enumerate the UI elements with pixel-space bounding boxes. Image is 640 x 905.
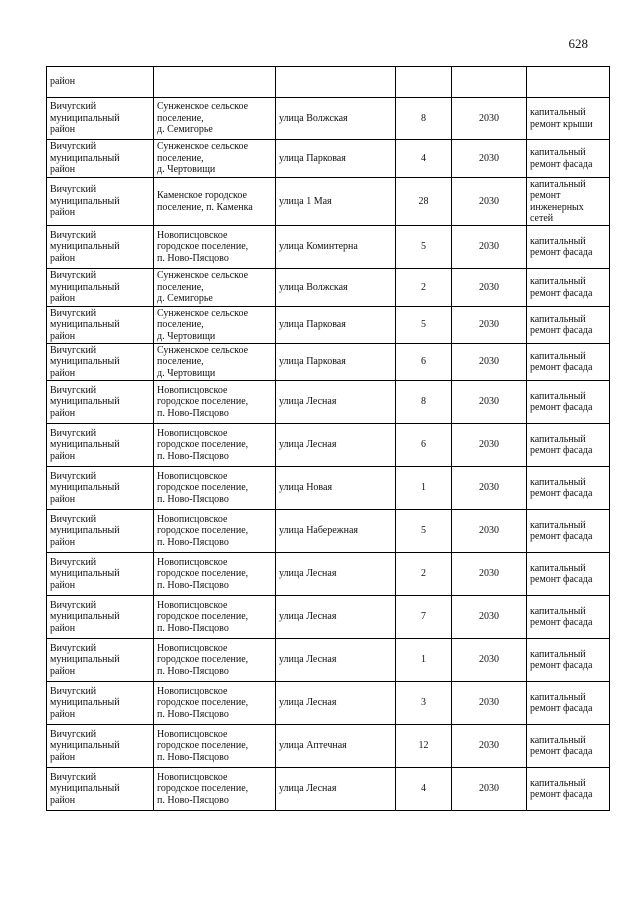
municipal-area-cell-line: Вичугский [50,427,97,439]
work-type-cell-line: ремонт фасада [530,746,593,757]
work-type-cell [527,307,610,344]
work-type-cell-line: капитальный [530,476,586,488]
house-number-cell: 4 [396,768,452,811]
street-cell: улица Лесная [276,424,396,467]
table-row [47,269,610,307]
settlement-cell [154,424,276,467]
settlement-cell-line: Сунженское сельское [157,270,249,282]
year-cell: 2030 [452,381,527,424]
municipal-area-cell [47,344,154,381]
work-type-cell-line: ремонт фасада [530,158,593,170]
table-row [47,467,610,510]
work-type-cell-line: ремонт фасада [530,660,593,671]
settlement-cell-line: Новописцовское [157,642,228,654]
settlement-cell-line: п. Ново-Пясцово [157,579,229,591]
municipal-area-cell-line: муниципальный [50,319,120,331]
house-number-cell: 28 [396,178,452,226]
work-type-cell-line: ремонт крыши [530,118,593,130]
settlement-cell [154,596,276,639]
municipal-area-cell [47,467,154,510]
settlement-cell-line: городское поселение, [157,783,249,795]
year-cell: 2030 [452,307,527,344]
settlement-cell-line: Сунженское сельское [157,101,249,113]
work-type-cell-line: капитальный [530,235,586,247]
work-type-cell-line: ремонт фасада [530,531,593,542]
municipal-area-cell-line: район [50,708,76,720]
municipal-area-cell-line: район [50,293,76,305]
table-row [47,140,610,178]
settlement-cell-line: Сунженское сельское [157,141,249,153]
municipal-area-cell-line: район [50,252,76,264]
municipal-area-cell-line: район [50,207,76,219]
work-type-cell-line: ремонт фасада [530,325,593,336]
settlement-cell-line: городское поселение, [157,697,249,709]
settlement-cell [154,510,276,553]
street-cell: улица Набережная [276,510,396,553]
settlement-cell [154,682,276,725]
table-row [47,768,610,811]
settlement-cell-line: Новописцовское [157,384,228,396]
settlement-cell [154,768,276,811]
settlement-cell-line: поселение, [157,112,204,124]
settlement-cell-line: д. Семигорье [157,124,213,136]
settlement-cell-line: поселение, [157,152,204,164]
year-cell: 2030 [452,639,527,682]
settlement-cell-line: д. Семигорье [157,293,213,305]
table-row [47,307,610,344]
table-row [47,639,610,682]
year-cell: 2030 [452,467,527,510]
municipal-area-cell-line: муниципальный [50,482,120,494]
work-type-cell-line: ремонт фасада [530,488,593,499]
work-type-cell-line: капитальный [530,350,586,362]
settlement-cell [154,269,276,307]
house-number-cell: 2 [396,269,452,307]
settlement-cell-line: городское поселение, [157,740,249,752]
house-number-cell: 5 [396,226,452,269]
municipal-area-cell [47,768,154,811]
municipal-area-cell-line: муниципальный [50,783,120,795]
municipal-area-cell-line: район [50,536,76,548]
house-number-cell: 5 [396,307,452,344]
street-cell: улица Лесная [276,596,396,639]
work-type-cell-line: капитальный [530,147,586,158]
repair-schedule-table [46,66,610,811]
year-cell: 2030 [452,768,527,811]
work-type-cell [527,510,610,553]
work-type-cell-line: капитальный [530,562,586,574]
settlement-cell [154,140,276,178]
municipal-area-cell-line: Вичугский [50,599,97,611]
year-cell: 2030 [452,178,527,226]
settlement-cell [154,307,276,344]
municipal-area-cell [47,269,154,307]
table-row [47,553,610,596]
settlement-cell [154,467,276,510]
settlement-cell [154,178,276,226]
house-number-cell: 4 [396,140,452,178]
table-row [47,344,610,381]
municipal-area-cell-line: Вичугский [50,270,97,282]
settlement-cell-line: городское поселение, [157,482,249,494]
settlement-cell [154,553,276,596]
municipal-area-cell-line: муниципальный [50,568,120,580]
municipal-area-cell [47,178,154,226]
municipal-area-cell [47,98,154,140]
house-number-cell: 12 [396,725,452,768]
settlement-cell-line: поселение, [157,356,204,368]
settlement-cell [154,67,276,98]
municipal-area-cell-line: район [50,665,76,677]
table-row [47,381,610,424]
municipal-area-cell-line: муниципальный [50,356,120,368]
year-cell: 2030 [452,596,527,639]
house-number-cell: 6 [396,424,452,467]
settlement-cell-line: городское поселение, [157,654,249,666]
work-type-cell-line: сетей [530,213,554,224]
work-type-cell-line: ремонт фасада [530,247,593,258]
municipal-area-cell-line: муниципальный [50,281,120,293]
municipal-area-cell [47,639,154,682]
settlement-cell-line: п. Ново-Пясцово [157,450,229,462]
year-cell: 2030 [452,226,527,269]
settlement-cell-line: п. Ново-Пясцово [157,665,229,677]
settlement-cell-line: городское поселение, [157,439,249,451]
work-type-cell [527,553,610,596]
municipal-area-cell-line: муниципальный [50,152,120,164]
municipal-area-cell [47,553,154,596]
work-type-cell [527,226,610,269]
municipal-area-cell-line: муниципальный [50,195,120,207]
work-type-cell [527,344,610,381]
house-number-cell [396,67,452,98]
street-cell: улица Новая [276,467,396,510]
work-type-cell-line: капитальный [530,313,586,325]
settlement-cell-line: городское поселение, [157,241,249,253]
year-cell: 2030 [452,424,527,467]
house-number-cell: 1 [396,639,452,682]
municipal-area-cell-line: муниципальный [50,525,120,537]
municipal-area-cell [47,226,154,269]
work-type-cell-line: ремонт фасада [530,362,593,373]
municipal-area-cell-line: район [50,76,76,88]
street-cell [276,67,396,98]
work-type-cell-line: капитальный [530,605,586,617]
municipal-area-cell-line: район [50,493,76,505]
settlement-cell-line: Сунженское сельское [157,344,249,356]
work-type-cell-line: капитальный [530,107,586,118]
settlement-cell-line: п. Ново-Пясцово [157,536,229,548]
settlement-cell-line: п. Ново-Пясцово [157,751,229,763]
house-number-cell: 1 [396,467,452,510]
street-cell: улица Волжская [276,98,396,140]
settlement-cell-line: Новописцовское [157,685,228,697]
work-type-cell-line: капитальный [530,519,586,531]
work-type-cell [527,725,610,768]
municipal-area-cell [47,424,154,467]
municipal-area-cell [47,510,154,553]
municipal-area-cell-line: Вичугский [50,771,97,783]
table-row [47,67,610,98]
work-type-cell-line: капитальный [530,433,586,445]
municipal-area-cell-line: Вичугский [50,229,97,241]
municipal-area-cell [47,67,154,98]
work-type-cell-line: ремонт фасада [530,617,593,628]
settlement-cell-line: Новописцовское [157,728,228,740]
municipal-area-cell-line: район [50,450,76,462]
work-type-cell [527,381,610,424]
year-cell: 2030 [452,725,527,768]
settlement-cell-line: Новописцовское [157,513,228,525]
street-cell: улица 1 Мая [276,178,396,226]
municipal-area-cell-line: Вичугский [50,344,97,356]
settlement-cell-line: д. Чертовищи [157,330,216,342]
settlement-cell [154,639,276,682]
municipal-area-cell-line: Вичугский [50,141,97,153]
street-cell: улица Коминтерна [276,226,396,269]
street-cell: улица Лесная [276,768,396,811]
municipal-area-cell-line: район [50,330,76,342]
work-type-cell [527,178,610,226]
settlement-cell-line: поселение, [157,319,204,331]
municipal-area-cell-line: муниципальный [50,241,120,253]
settlement-cell-line: Новописцовское [157,427,228,439]
year-cell: 2030 [452,140,527,178]
municipal-area-cell-line: Вичугский [50,307,97,319]
settlement-cell-line: поселение, п. Каменка [157,201,253,213]
street-cell: улица Лесная [276,682,396,725]
house-number-cell: 2 [396,553,452,596]
settlement-cell-line: д. Чертовищи [157,164,216,176]
table-row [47,510,610,553]
municipal-area-cell-line: Вичугский [50,642,97,654]
work-type-cell [527,269,610,307]
municipal-area-cell-line: муниципальный [50,112,120,124]
work-type-cell-line: капитальный [530,648,586,660]
house-number-cell: 3 [396,682,452,725]
page-number: 628 [568,36,588,51]
municipal-area-cell-line: Вичугский [50,101,97,113]
municipal-area-cell-line: район [50,407,76,419]
work-type-cell-line: ремонт фасада [530,574,593,585]
municipal-area-cell-line: Вичугский [50,184,97,196]
settlement-cell [154,344,276,381]
municipal-area-cell-line: район [50,164,76,176]
year-cell: 2030 [452,98,527,140]
work-type-cell [527,67,610,98]
settlement-cell-line: Новописцовское [157,229,228,241]
municipal-area-cell-line: Вичугский [50,513,97,525]
settlement-cell-line: п. Ново-Пясцово [157,252,229,264]
municipal-area-cell [47,682,154,725]
municipal-area-cell [47,381,154,424]
municipal-area-cell-line: муниципальный [50,439,120,451]
street-cell: улица Лесная [276,381,396,424]
table-row [47,226,610,269]
work-type-cell-line: капитальный [530,276,586,287]
work-type-cell [527,424,610,467]
work-type-cell-line: капитальный [530,777,586,789]
municipal-area-cell-line: Вичугский [50,685,97,697]
municipal-area-cell [47,140,154,178]
municipal-area-cell-line: Вичугский [50,470,97,482]
work-type-cell [527,98,610,140]
work-type-cell-line: ремонт фасада [530,445,593,456]
settlement-cell-line: городское поселение, [157,525,249,537]
work-type-cell-line: капитальный [530,734,586,746]
house-number-cell: 5 [396,510,452,553]
settlement-cell [154,226,276,269]
year-cell: 2030 [452,682,527,725]
street-cell: улица Парковая [276,307,396,344]
settlement-cell-line: п. Ново-Пясцово [157,708,229,720]
street-cell: улица Аптечная [276,725,396,768]
table-row [47,725,610,768]
street-cell: улица Парковая [276,344,396,381]
work-type-cell-line: ремонт [530,190,561,201]
work-type-cell [527,140,610,178]
settlement-cell-line: п. Ново-Пясцово [157,622,229,634]
work-type-cell [527,768,610,811]
work-type-cell [527,596,610,639]
municipal-area-cell [47,596,154,639]
table-row [47,682,610,725]
municipal-area-cell-line: Вичугский [50,556,97,568]
municipal-area-cell-line: муниципальный [50,611,120,623]
municipal-area-cell-line: район [50,124,76,136]
municipal-area-cell-line: Вичугский [50,728,97,740]
work-type-cell [527,639,610,682]
street-cell: улица Лесная [276,553,396,596]
settlement-cell-line: городское поселение, [157,396,249,408]
table-row [47,98,610,140]
street-cell: улица Лесная [276,639,396,682]
municipal-area-cell-line: муниципальный [50,740,120,752]
house-number-cell: 6 [396,344,452,381]
settlement-cell-line: Сунженское сельское [157,307,249,319]
work-type-cell [527,682,610,725]
settlement-cell-line: Новописцовское [157,470,228,482]
table-body [47,67,610,811]
table-row [47,424,610,467]
municipal-area-cell-line: Вичугский [50,384,97,396]
work-type-cell-line: инженерных [530,201,584,213]
work-type-cell-line: капитальный [530,691,586,703]
settlement-cell-line: Новописцовское [157,599,228,611]
municipal-area-cell-line: муниципальный [50,654,120,666]
work-type-cell-line: ремонт фасада [530,789,593,800]
work-type-cell-line: ремонт фасада [530,402,593,413]
year-cell: 2030 [452,510,527,553]
year-cell: 2030 [452,344,527,381]
year-cell [452,67,527,98]
house-number-cell: 8 [396,98,452,140]
municipal-area-cell [47,725,154,768]
municipal-area-cell-line: район [50,367,76,379]
settlement-cell [154,98,276,140]
settlement-cell-line: Новописцовское [157,556,228,568]
settlement-cell-line: Каменское городское [157,190,247,201]
settlement-cell-line: городское поселение, [157,611,249,623]
year-cell: 2030 [452,553,527,596]
settlement-cell [154,381,276,424]
street-cell: улица Парковая [276,140,396,178]
work-type-cell-line: капитальный [530,390,586,402]
municipal-area-cell-line: муниципальный [50,697,120,709]
municipal-area-cell-line: район [50,622,76,634]
settlement-cell-line: поселение, [157,281,204,293]
work-type-cell-line: ремонт фасада [530,703,593,714]
work-type-cell-line: капитальный [530,178,586,190]
house-number-cell: 7 [396,596,452,639]
municipal-area-cell [47,307,154,344]
settlement-cell-line: д. Чертовищи [157,367,216,379]
settlement-cell-line: Новописцовское [157,771,228,783]
settlement-cell-line: городское поселение, [157,568,249,580]
settlement-cell-line: п. Ново-Пясцово [157,493,229,505]
settlement-cell-line: п. Ново-Пясцово [157,407,229,419]
municipal-area-cell-line: муниципальный [50,396,120,408]
municipal-area-cell-line: район [50,794,76,806]
table-row [47,178,610,226]
work-type-cell-line: ремонт фасада [530,287,593,299]
house-number-cell: 8 [396,381,452,424]
street-cell: улица Волжская [276,269,396,307]
municipal-area-cell-line: район [50,751,76,763]
year-cell: 2030 [452,269,527,307]
settlement-cell-line: п. Ново-Пясцово [157,794,229,806]
municipal-area-cell-line: район [50,579,76,591]
work-type-cell [527,467,610,510]
table-row [47,596,610,639]
settlement-cell [154,725,276,768]
